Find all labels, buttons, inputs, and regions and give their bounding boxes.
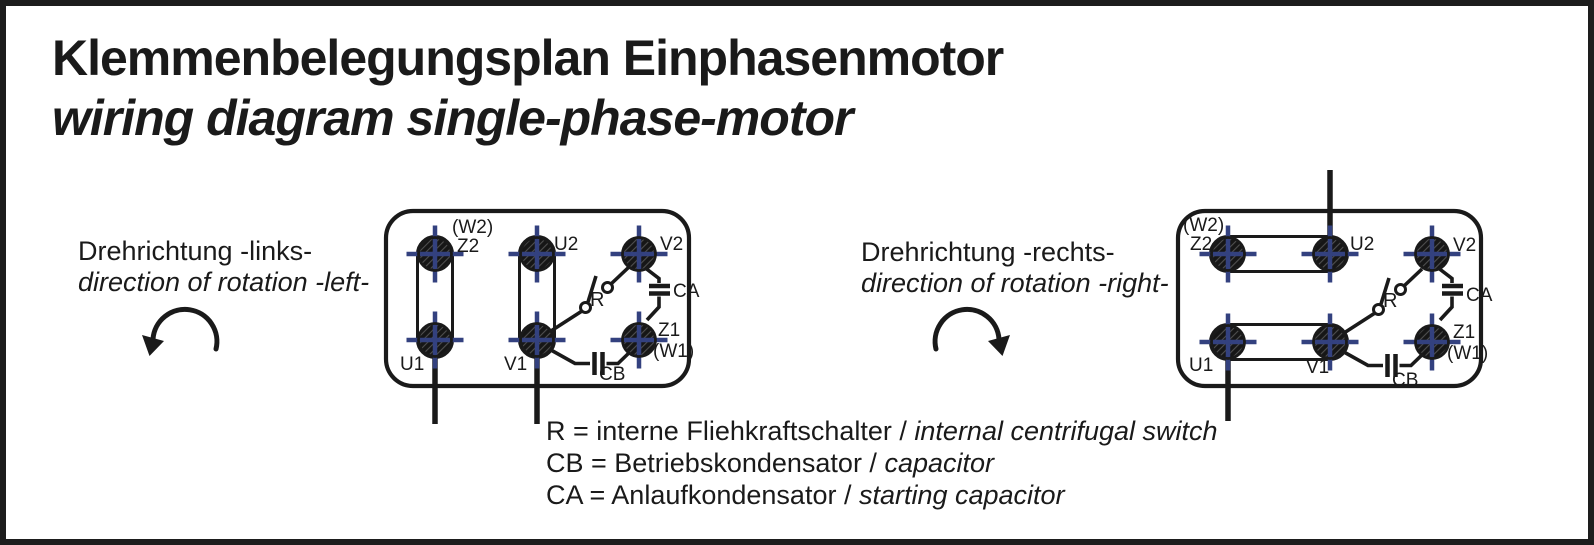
title-german: Klemmenbelegungsplan Einphasenmotor [52,30,1004,86]
terminal-label-u1: U1 [400,354,425,375]
right-terminal-box [1178,170,1481,421]
terminal-label-w1: (W1) [1447,343,1489,364]
right-terminal-v2 [1404,226,1461,283]
terminal-label-w1: (W1) [653,341,695,362]
capacitor-ca-right [1437,267,1463,320]
terminal-label-z2: Z2 [457,236,480,257]
legend-r-en: internal centrifugal switch [914,416,1218,446]
terminal-label-v2: V2 [1453,235,1477,256]
switch-label-r: R [1383,290,1398,312]
capacitor-label-ca: CA [673,281,700,302]
title-english: wiring diagram single-phase-motor [52,90,853,146]
terminal-label-v1: V1 [504,354,528,375]
capacitor-label-ca: CA [1466,285,1493,306]
switch-label-r: R [590,289,605,311]
legend-cb-en: capacitor [884,448,994,478]
terminal-label-w2: (W2) [1183,215,1225,236]
legend-ca-def: CA = Anlaufkondensator / [546,480,859,510]
terminal-label-z1: Z1 [658,320,681,341]
terminal-label-z1: Z1 [1453,322,1476,343]
wiring-diagram-graphics [6,6,1594,545]
clockwise-arrow-icon [935,309,1010,356]
counter-clockwise-arrow-icon [142,309,217,356]
terminal-label-w2: (W2) [452,217,494,238]
capacitor-label-cb: CB [599,364,626,385]
legend-ca-en: starting capacitor [858,480,1065,510]
terminal-label-u1: U1 [1189,355,1214,376]
right-rotation-heading-de: Drehrichtung -rechts- [861,237,1115,267]
legend-cb-def: CB = Betriebskondensator / [546,448,885,478]
capacitor-ca-left [644,267,670,320]
terminal-label-v1: V1 [1306,357,1330,378]
terminal-label-z2: Z2 [1190,234,1213,255]
terminal-label-v2: V2 [660,234,684,255]
left-rotation-heading-en: direction of rotation -left- [78,267,370,297]
right-rotation-heading-en: direction of rotation -right- [861,268,1169,298]
legend-r-def: R = interne Fliehkraftschalter / [546,416,915,446]
capacitor-label-cb: CB [1392,370,1419,391]
terminal-label-u2: U2 [554,234,579,255]
terminal-label-u2: U2 [1350,234,1375,255]
left-rotation-heading-de: Drehrichtung -links- [78,236,313,266]
